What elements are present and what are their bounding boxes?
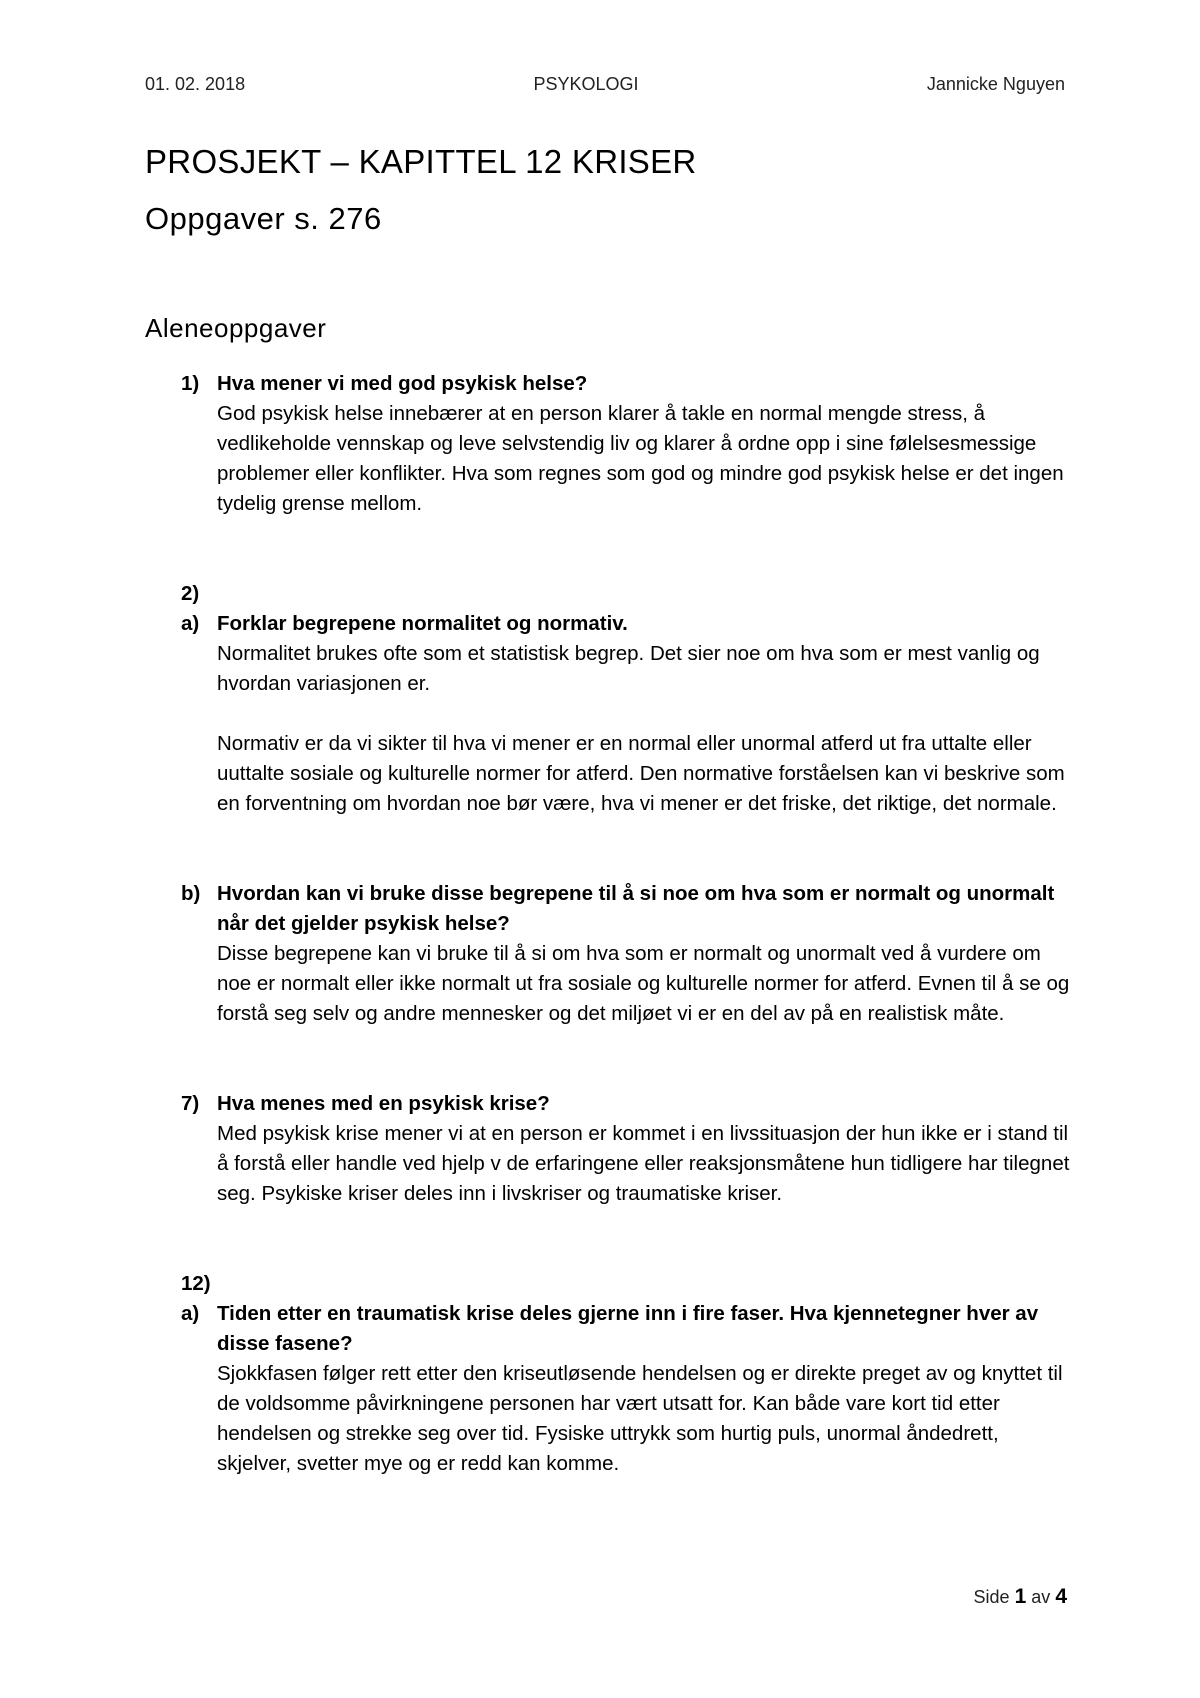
header-date: 01. 02. 2018 — [145, 74, 246, 94]
question-text: Hvordan kan vi bruke disse begrepene til å si noe om hva som er normalt og unormalt når det gjelder psykisk helse? — [217, 882, 1055, 935]
footer-side-label: Side — [973, 1587, 1010, 1607]
header-author: Jannicke Nguyen — [926, 74, 1065, 94]
question-text: Hva mener vi med god psykisk helse? — [217, 372, 588, 395]
answer-text: Med psykisk krise mener vi at en person er kommet i en livssituasjon der hun ikke er i stand til å forstå eller handle ved hjelp v de erfaringene eller reaksjonsmåtene hun tidligere har tilegnet seg. Psykiske kriser deles inn i livskriser og traumatiske kriser. — [217, 1122, 1070, 1205]
question-text: Forklar begrepene normalitet og normativ. — [217, 612, 628, 635]
document-body — [145, 369, 1075, 1479]
question-number: 1) — [181, 372, 200, 395]
section-title: Aleneoppgaver — [145, 313, 327, 343]
question-number: 7) — [181, 1092, 200, 1115]
header-subject: PSYKOLOGI — [533, 74, 639, 94]
answer-text: Disse begrepene kan vi bruke til å si om hva som er normalt og unormalt ved å vurdere om noe er normalt eller ikke normalt ut fra sosiale og kulturelle normer for atferd. Evnen til å se og forstå seg selv og andre mennesker og det miljøet vi er en del av på en realistisk måte. — [217, 942, 1070, 1025]
page-header — [145, 74, 1065, 95]
footer-total-pages: 4 — [1055, 1585, 1067, 1608]
answer-text: Sjokkfasen følger rett etter den kriseutløsende hendelsen og er direkte preget av og knyttet til de voldsomme påvirkningene personen har vært utsatt for. Kan både vare kort tid etter hendelsen og strekke seg over tid. Fysiske uttrykk som hurtig puls, unormal åndedrett, skjelver, svetter mye og er redd kan komme. — [217, 1362, 1063, 1475]
document-title: PROSJEKT – KAPITTEL 12 KRISER — [145, 143, 697, 180]
question-12-number: 12) — [181, 1272, 211, 1295]
question-text: Hva menes med en psykisk krise? — [217, 1092, 550, 1115]
answer-text: Normativ er da vi sikter til hva vi mener er en normal eller unormal atferd ut fra uttalte eller uuttalte sosiale og kulturelle normer for atferd. Den normative forståelsen kan vi beskrive som en forventning om hvordan noe bør være, hva vi mener er det friske, det riktige, det normale. — [217, 732, 1065, 815]
sub-question-label: a) — [181, 1302, 200, 1325]
page-footer — [974, 1585, 1067, 1609]
question-7 — [145, 1089, 1075, 1209]
question-12a — [145, 1299, 1075, 1479]
question-2b — [145, 879, 1075, 1029]
sub-question-label: b) — [181, 882, 201, 905]
document-subtitle: Oppgaver s. 276 — [145, 201, 382, 236]
question-text: Tiden etter en traumatisk krise deles gjerne inn i fire faser. Hva kjennetegner hver av disse fasene? — [217, 1302, 1039, 1355]
footer-of-label: av — [1031, 1587, 1051, 1607]
sub-question-label: a) — [181, 612, 200, 635]
answer-text: Normalitet brukes ofte som et statistisk begrep. Det sier noe om hva som er mest vanlig og hvordan variasjonen er. — [217, 642, 1040, 695]
answer-text: God psykisk helse innebærer at en person klarer å takle en normal mengde stress, å vedlikeholde vennskap og leve selvstendig liv og klarer å ordne opp i sine følelsesmessige problemer eller konflikter. Hva som regnes som god og mindre god psykisk helse er det ingen tydelig grense mellom. — [217, 402, 1064, 515]
question-2-number: 2) — [181, 582, 200, 605]
question-1 — [145, 369, 1075, 519]
footer-current-page: 1 — [1014, 1585, 1027, 1608]
question-2a — [145, 609, 1075, 819]
